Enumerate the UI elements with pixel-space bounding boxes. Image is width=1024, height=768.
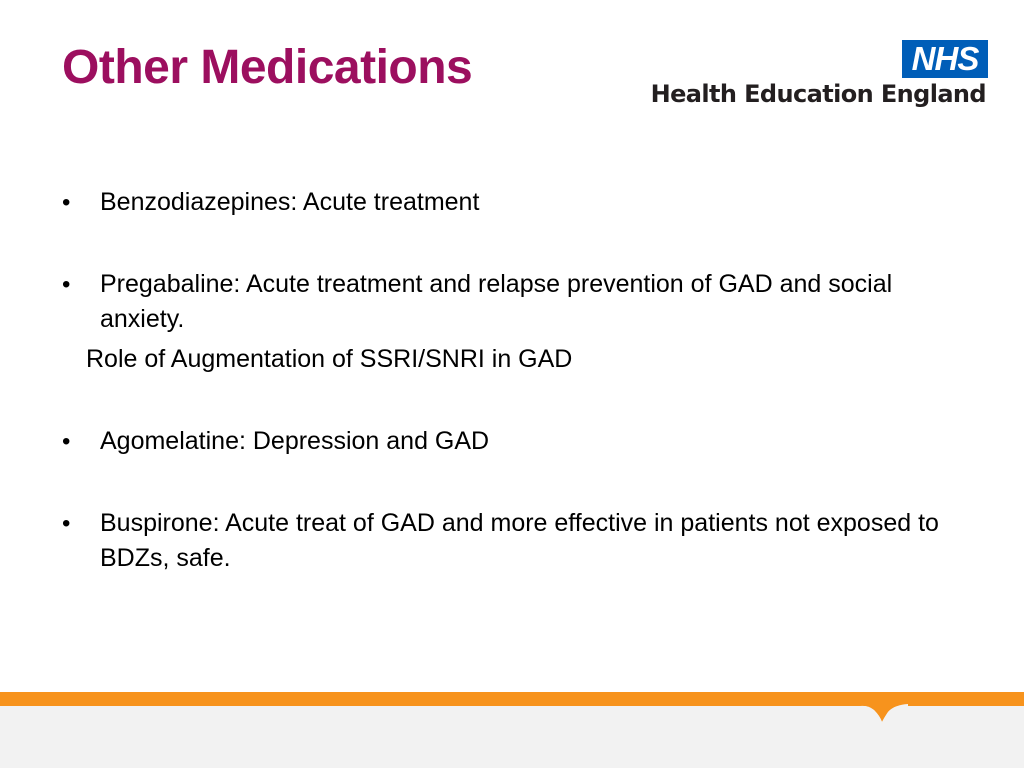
bullet-item-buspirone: Buspirone: Acute treat of GAD and more effective in patients not exposed to BDZs, safe. <box>100 509 939 572</box>
bullet-marker: • <box>62 428 71 455</box>
bullet-item-agomelatine: Agomelatine: Depression and GAD <box>100 427 490 455</box>
bullet-marker: • <box>62 510 71 537</box>
bullet-item-pregabaline: Pregabaline: Acute treatment and relapse prevention of GAD and social anxiety. <box>100 270 893 333</box>
bullet-item-benzodiazepines: Benzodiazepines: Acute treatment <box>100 188 480 216</box>
bullet-marker: • <box>62 189 71 216</box>
nhs-logo-box: NHS <box>902 40 988 78</box>
sub-note-augmentation: Role of Augmentation of SSRI/SNRI in GAD <box>86 345 573 373</box>
slide-title: Other Medications <box>62 41 473 94</box>
organisation-name: Health Education England <box>650 80 986 108</box>
footer-notch-shape <box>860 704 908 724</box>
bullet-marker: • <box>62 271 71 298</box>
